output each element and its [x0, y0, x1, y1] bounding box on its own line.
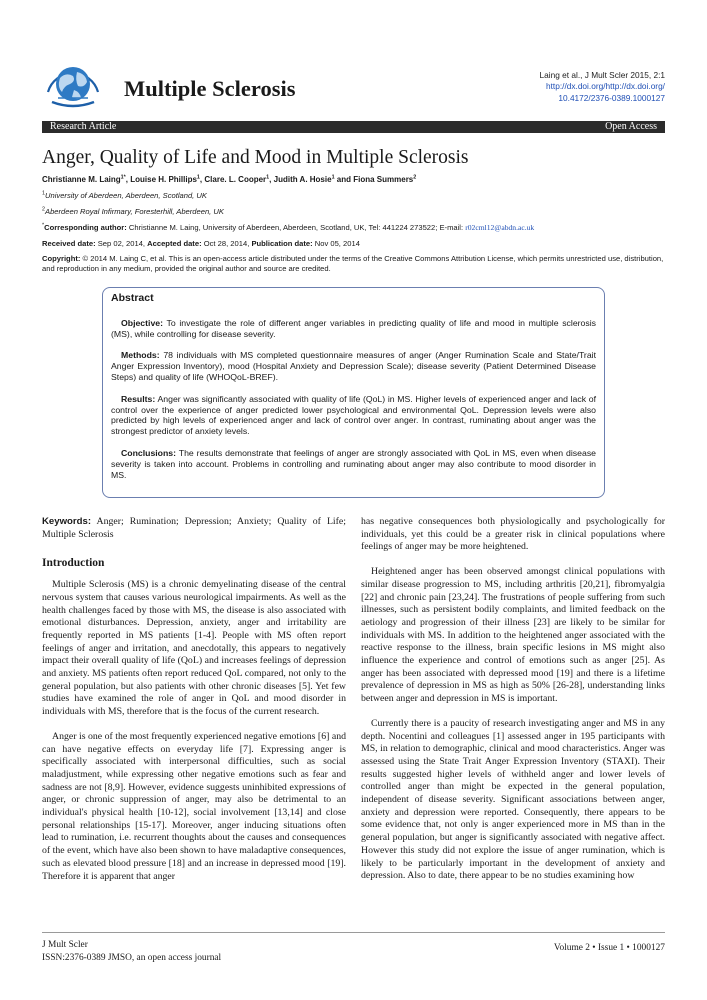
footer-issn: ISSN:2376-0389 JMSO, an open access journal — [42, 953, 222, 963]
author-name: Clare. L. Cooper — [204, 175, 267, 184]
globe-logo-icon — [40, 52, 106, 112]
introduction-heading: Introduction — [42, 557, 105, 570]
article-title: Anger, Quality of Life and Mood in Multiple Sclerosis — [42, 147, 469, 168]
author-name: Fiona Summers — [353, 175, 414, 184]
left-column — [42, 516, 346, 895]
paragraph: Heightened anger has been observed amongst clinical populations with similar disease progression to MS, including arthritis [20,21], fibromyalgia [22] and chronic pain [23,24]. The frustrations of people suffering from such illnesses, such as persistent bodily complaints, and limited feedback on the aetiology and progression of their illness [23] are likely to be similar for individuals with MS. In addition to the heightened anger associated with the reactive response to the illness, brain specific lesions in MS might also influence the experience and control of emotions such as anger [25]. As anger has been associated with depressed mood [19] and there is a lifetime prevalence of depression in MS as high as 50% [26-28], understanding links between anger and depression in MS is important. — [361, 566, 665, 705]
right-column — [361, 516, 665, 895]
publication-dates: Received date: Sep 02, 2014, Accepted date: Oct 28, 2014, Publication date: Nov 05, 2014 — [42, 239, 360, 248]
paragraph: has negative consequences both physiologically and psychologically for individuals, yet this could be a greater risk in clinical populations where feelings of anger may be more heightened. — [361, 516, 665, 553]
abstract-methods: Methods: 78 individuals with MS completed questionnaire measures of anger (Anger Rumination Scale and State/Trait Anger Expression Inventory), mood (Hospital Anxiety and Depression Scale); disease severity (Patient Determined Disease Steps) and quality of life (WHOQoL-BREF). — [111, 350, 596, 382]
author-list: Christianne M. Laing$^{1*}$, Louise H. Phillips$^1$, Clare. L. Cooper$^1$, Judith A. Hosie$^1$ and Fiona Summers$^2$ — [42, 174, 417, 184]
author-name: Christianne M. Laing — [42, 175, 121, 184]
journal-title: Multiple Sclerosis — [124, 76, 296, 101]
abstract-box — [102, 287, 605, 498]
footer-journal-info — [42, 939, 221, 965]
author-name: Louise H. Phillips — [130, 175, 197, 184]
footer-volume: Volume 2 • Issue 1 • 1000127 — [553, 943, 665, 953]
article-type-bar — [42, 121, 665, 133]
doi-url-link[interactable]: http://dx.doi.org/http://dx.doi.org/ — [546, 81, 665, 92]
affiliation-1: $^1$University of Aberdeen, Aberdeen, Scotland, UK — [42, 190, 207, 200]
paragraph: Anger is one of the most frequently experienced negative emotions [6] and can have negative effects on everyday life [7]. Expressing anger is specifically associated with interpersonal difficulties, such as social maladjustment, while expressing other negative emotions such as fear and sadness are not [8,9]. However, evidence suggests uninhibited expressions of anger, or chronic suppression of anger, may also be detrimental to an individual's physical health [10-12], social involvement [13,14] and close personal relationships [15-17]. Moreover, anger inducing situations often lead to rumination, i.e. recurrent thoughts about the causes and consequences of the event, which have also been shown to have maladaptive consequences, such as elevated blood pressure [18] and an increase in depressed mood [19]. Therefore it is apparent that anger — [42, 730, 346, 882]
doi-link[interactable]: 10.4172/2376-0389.1000127 — [558, 92, 665, 103]
footer-divider — [42, 932, 665, 933]
article-type-label: Research Article — [50, 121, 117, 132]
citation-text: Laing et al., J Mult Scler 2015, 2:1 — [539, 70, 665, 80]
abstract-heading: Abstract — [111, 292, 154, 304]
corresponding-author: *Corresponding author: Christianne M. Laing, University of Aberdeen, Aberdeen, Scotland, UK, Tel: 441224 273522; E-mail: r02cml12@abdn.ac.uk — [42, 222, 535, 232]
paragraph: Currently there is a paucity of research investigating anger and MS in any depth. Nocentini and colleagues [1] assessed anger in 195 participants with MS, in relation to demographic, clinical and mood characteristics. Anger was assessed using the State Trait Anger Expression Inventory (STAXI). Their results suggested higher levels of withheld anger and lower levels of controlled anger than might be expected in the general population, independent of disease severity. Significant associations between anger, anxiety and depression were reported. Consequently, there appears to be some evidence that, not only is anger experienced more in MS than in the general population, but anger is significantly associated with negative affect. However this study did not explore the issue of anger rumination, which is likely to be particularly important in the development of anxiety and depression. Also to date, there appear to be no studies examining how — [361, 717, 665, 882]
author-name: Judith A. Hosie — [273, 175, 332, 184]
abstract-objective: Objective: To investigate the role of different anger variables in predicting quality of life and mood in multiple sclerosis (MS), while controlling for disease severity. — [111, 317, 596, 339]
open-access-label: Open Access — [605, 121, 657, 132]
copyright-notice: Copyright: © 2014 M. Laing C, et al. This is an open-access article distributed under the terms of the Creative Commons Attribution License, which permits unrestricted use, distribution, and reproduction in any medium, provided the original author and source are credited. — [42, 254, 664, 273]
affiliation-2: $^2$Aberdeen Royal Infirmary, Foresterhill, Aberdeen, UK — [42, 206, 224, 216]
email-link[interactable]: r02cml12@abdn.ac.uk — [465, 223, 535, 232]
footer-journal: J Mult Scler — [42, 940, 88, 950]
paragraph: Multiple Sclerosis (MS) is a chronic demyelinating disease of the central nervous system that causes various neurological impairments. As well as the health challenges faced by those with MS, the disease is also associated with emotional disturbances. Depression, anxiety, anger and irritability are frequently reported in MS patients [1-4]. People with MS often report feelings of anger and irritation, and anecdotally, this appears to negatively impact their overall quality of life (QoL) and increases feelings of depression and anxiety. MS patients often report reduced QoL compared, not only to the general population, but also patients with other chronic diseases [5]. Yet few studies have examined the role of anger in QoL and mood disorder in individuals with MS, therefore that is the focus of the current research. — [42, 579, 346, 718]
abstract-conclusions: Conclusions: The results demonstrate that feelings of anger are strongly associated with QoL in MS, even when disease severity is taken into account. Problems in controlling and ruminating about anger may also contribute to mood disorder in MS. — [111, 447, 596, 480]
citation-block — [540, 70, 665, 104]
keywords: Keywords: Anger; Rumination; Depression; Anxiety; Quality of Life; Multiple Sclerosis — [42, 516, 346, 540]
abstract-results: Results: Anger was significantly associated with quality of life (QoL) in MS. Higher levels of experienced anger and lack of control over the experience of anger predicted lower psychological and environmental QoL. Depression levels were also predicted by high levels of experienced anger and lack of control over anger. In contrast, ruminating about anger was the strongest predictor of anxiety levels. — [111, 393, 596, 437]
